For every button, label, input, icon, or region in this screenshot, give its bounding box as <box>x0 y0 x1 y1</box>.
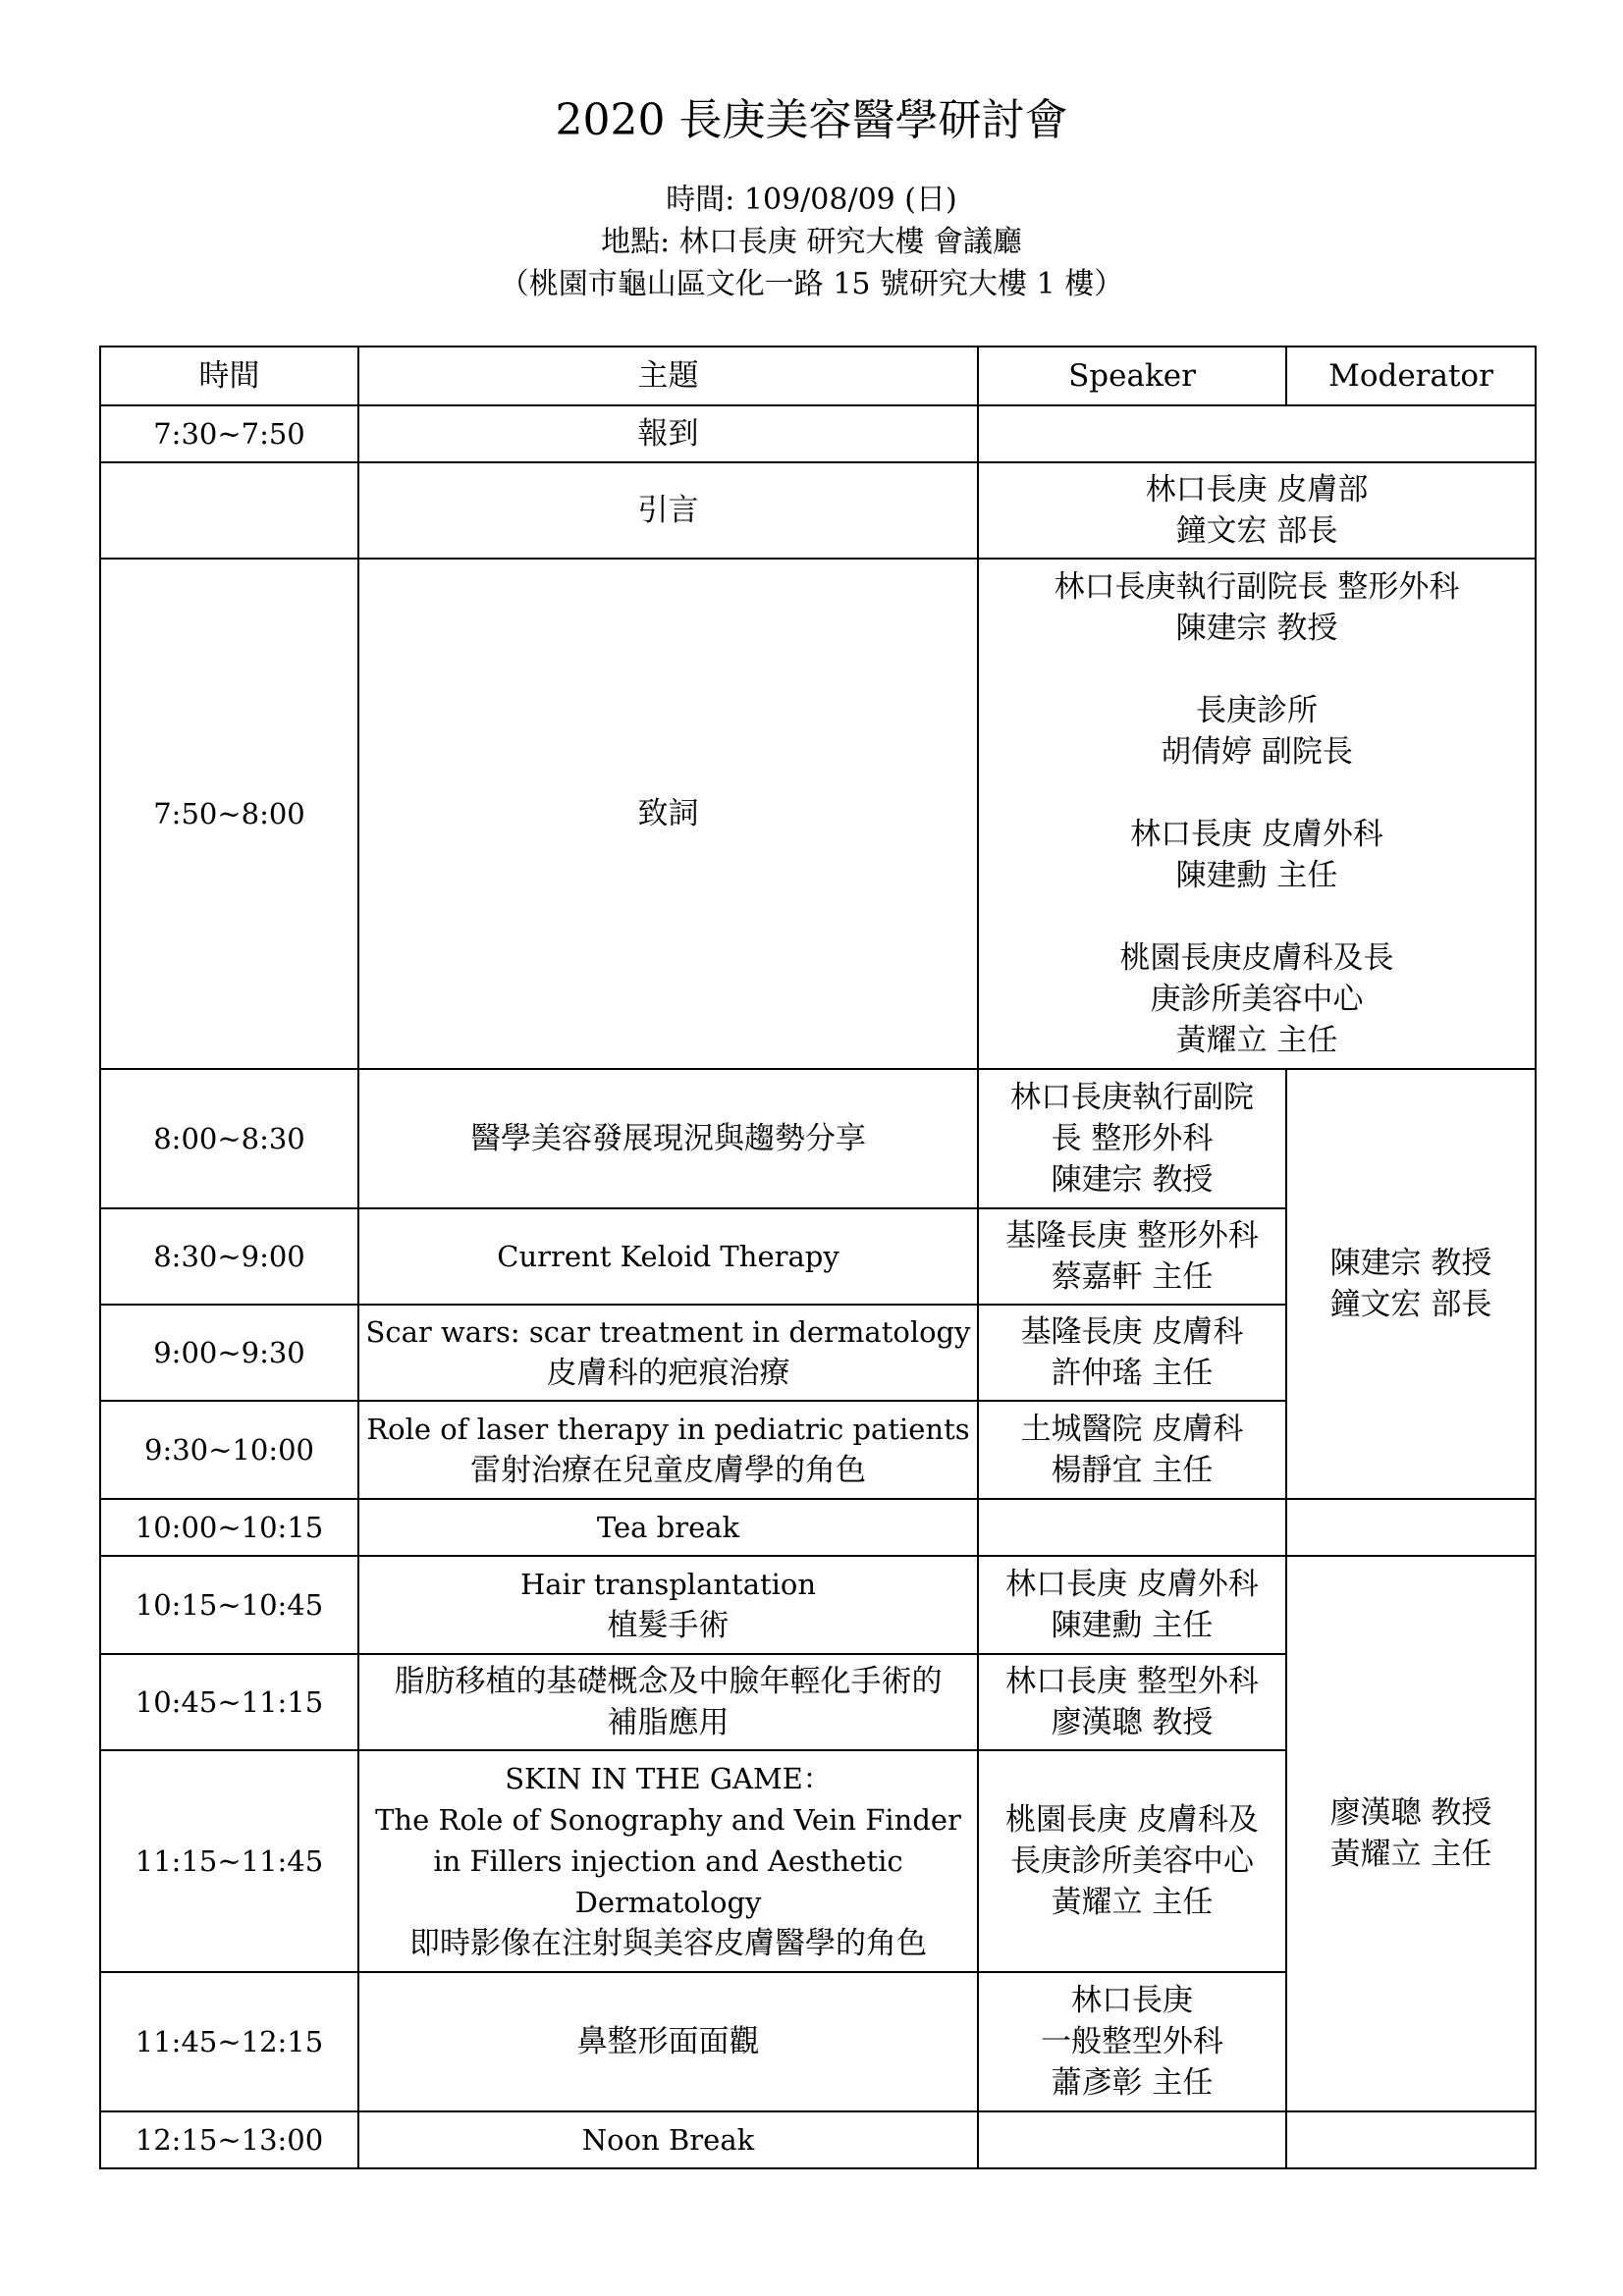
speaker-line: 黃耀立 主任 <box>1051 1885 1214 1920</box>
speaker-line: 長庚診所 <box>1196 693 1318 728</box>
table-row <box>100 462 1536 559</box>
time-cell: 7:50~8:00 <box>100 559 358 1069</box>
topic-cell: Current Keloid Therapy <box>358 1208 978 1305</box>
speaker-cell <box>978 462 1536 559</box>
speaker-line: 一般整型外科 <box>1041 2024 1223 2059</box>
speaker-cell <box>978 1401 1286 1499</box>
speaker-line: 長 整形外科 <box>1051 1121 1214 1156</box>
topic-cell: 致詞 <box>358 559 978 1069</box>
speaker-line: 林口長庚 皮膚部 <box>1145 472 1369 507</box>
topic-cell: 報到 <box>358 405 978 462</box>
col-header-topic: 主題 <box>358 347 978 405</box>
time-cell: 8:00~8:30 <box>100 1069 358 1208</box>
speaker-cell <box>978 1972 1286 2111</box>
topic-line: Hair transplantation <box>519 1568 817 1601</box>
moderator-cell <box>1286 1499 1536 1556</box>
speaker-line: 黃耀立 主任 <box>1175 1023 1338 1058</box>
event-address: （桃園市龜山區文化一路 15 號研究大樓 1 樓） <box>499 267 1124 301</box>
speaker-line: 陳建宗 教授 <box>1051 1162 1214 1198</box>
moderator-line: 廖漢聰 教授 <box>1329 1795 1492 1831</box>
col-header-time: 時間 <box>100 347 358 405</box>
time-cell: 11:45~12:15 <box>100 1972 358 2111</box>
topic-line: Role of laser therapy in pediatric patients <box>366 1413 970 1446</box>
time-cell: 10:00~10:15 <box>100 1499 358 1556</box>
time-cell: 8:30~9:00 <box>100 1208 358 1305</box>
table-row <box>100 1556 1536 1654</box>
topic-cell <box>358 1654 978 1750</box>
moderator-cell <box>1286 1556 1536 2111</box>
table-row <box>100 2111 1536 2168</box>
topic-line: Dermatology <box>574 1886 762 1919</box>
moderator-line: 鐘文宏 部長 <box>1329 1287 1492 1322</box>
topic-cell: 鼻整形面面觀 <box>358 1972 978 2111</box>
topic-line: 補脂應用 <box>607 1705 730 1740</box>
speaker-cell <box>978 1208 1286 1305</box>
schedule-table <box>99 346 1537 2169</box>
topic-line: 脂肪移植的基礎概念及中臉年輕化手術的 <box>394 1664 943 1699</box>
topic-line: Scar wars: scar treatment in dermatology <box>365 1315 971 1349</box>
speaker-line: 胡倩婷 副院長 <box>1161 734 1353 770</box>
topic-cell: 引言 <box>358 462 978 559</box>
speaker-line: 桃園長庚皮膚科及長 <box>1119 940 1394 976</box>
topic-line: 皮膚科的疤痕治療 <box>546 1356 790 1391</box>
moderator-cell <box>1286 2111 1536 2168</box>
time-cell: 9:30~10:00 <box>100 1401 358 1499</box>
table-row <box>100 405 1536 462</box>
event-date: 時間: 109/08/09 (日) <box>666 183 957 217</box>
speaker-line: 庚診所美容中心 <box>1150 982 1364 1017</box>
speaker-cell <box>978 1750 1286 1972</box>
speaker-line: 長庚診所美容中心 <box>1010 1843 1254 1879</box>
speaker-line: 基隆長庚 整形外科 <box>1005 1218 1259 1254</box>
col-header-moderator: Moderator <box>1286 347 1536 405</box>
speaker-line: 楊靜宜 主任 <box>1051 1453 1214 1488</box>
speaker-cell <box>978 1305 1286 1401</box>
speaker-line: 基隆長庚 皮膚科 <box>1020 1314 1244 1350</box>
time-cell: 10:15~10:45 <box>100 1556 358 1654</box>
speaker-line: 土城醫院 皮膚科 <box>1020 1412 1244 1447</box>
topic-line: 雷射治療在兒童皮膚學的角色 <box>470 1453 866 1488</box>
speaker-line: 陳建勳 主任 <box>1051 1608 1214 1643</box>
spacer <box>985 649 1529 690</box>
time-cell: 9:00~9:30 <box>100 1305 358 1401</box>
topic-cell <box>358 1401 978 1499</box>
time-cell: 7:30~7:50 <box>100 405 358 462</box>
col-header-speaker: Speaker <box>978 347 1286 405</box>
speaker-line: 廖漢聰 教授 <box>1051 1705 1214 1740</box>
topic-cell: Noon Break <box>358 2111 978 2168</box>
table-row <box>100 559 1536 1069</box>
table-row <box>100 1069 1536 1208</box>
speaker-line: 蔡嘉軒 主任 <box>1051 1259 1214 1295</box>
topic-line: in Fillers injection and Aesthetic <box>433 1844 903 1878</box>
topic-cell <box>358 1556 978 1654</box>
topic-line: The Role of Sonography and Vein Finder <box>375 1803 961 1837</box>
header-row <box>100 347 1536 405</box>
topic-line: 即時影像在注射與美容皮膚醫學的角色 <box>409 1926 927 1961</box>
time-cell: 12:15~13:00 <box>100 2111 358 2168</box>
speaker-cell <box>978 1499 1286 1556</box>
speaker-line: 鐘文宏 部長 <box>1175 513 1338 549</box>
speaker-cell <box>978 559 1536 1069</box>
speaker-cell <box>978 1069 1286 1208</box>
event-venue: 地點: 林口長庚 研究大樓 會議廳 <box>601 225 1022 259</box>
topic-cell <box>358 1750 978 1972</box>
page-title: 2020 長庚美容醫學研討會 <box>555 95 1068 145</box>
speaker-line: 林口長庚執行副院 <box>1010 1080 1254 1115</box>
topic-line: SKIN IN THE GAME： <box>505 1762 832 1795</box>
topic-cell: 醫學美容發展現況與趨勢分享 <box>358 1069 978 1208</box>
speaker-cell <box>978 2111 1286 2168</box>
topic-cell: Tea break <box>358 1499 978 1556</box>
topic-cell <box>358 1305 978 1401</box>
speaker-line: 蕭彥彰 主任 <box>1051 2065 1214 2101</box>
event-info <box>0 179 1623 305</box>
spacer <box>985 773 1529 814</box>
speaker-cell <box>978 1654 1286 1750</box>
speaker-line: 林口長庚 <box>1071 1983 1193 2018</box>
moderator-line: 黃耀立 主任 <box>1329 1837 1492 1872</box>
speaker-line: 許仲瑤 主任 <box>1051 1356 1214 1391</box>
speaker-line: 林口長庚執行副院長 整形外科 <box>1054 569 1460 605</box>
spacer <box>985 896 1529 937</box>
speaker-cell <box>978 405 1536 462</box>
time-cell: 11:15~11:45 <box>100 1750 358 1972</box>
speaker-line: 陳建宗 教授 <box>1175 611 1338 646</box>
topic-line: 植髮手術 <box>607 1608 730 1643</box>
speaker-cell <box>978 1556 1286 1654</box>
moderator-cell <box>1286 1069 1536 1499</box>
time-cell: 10:45~11:15 <box>100 1654 358 1750</box>
time-cell <box>100 462 358 559</box>
speaker-line: 陳建勳 主任 <box>1175 858 1338 893</box>
table-row <box>100 1499 1536 1556</box>
speaker-line: 林口長庚 皮膚外科 <box>1005 1567 1259 1602</box>
speaker-line: 林口長庚 皮膚外科 <box>1130 817 1383 852</box>
speaker-line: 桃園長庚 皮膚科及 <box>1005 1802 1259 1838</box>
moderator-line: 陳建宗 教授 <box>1329 1246 1492 1281</box>
speaker-line: 林口長庚 整型外科 <box>1005 1664 1259 1699</box>
